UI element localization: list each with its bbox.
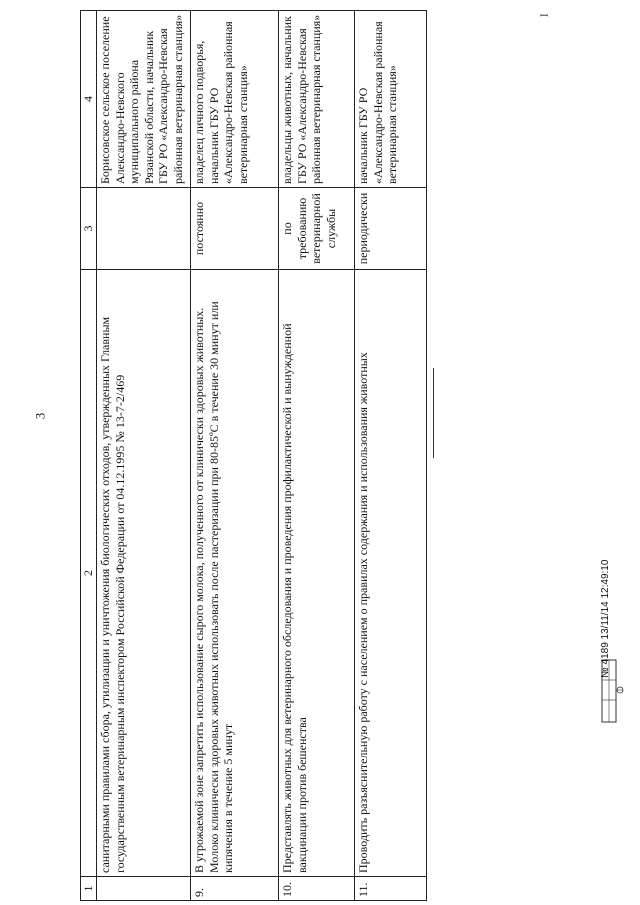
table-row — [191, 11, 279, 901]
row-term — [97, 188, 191, 270]
page-number: 3 — [32, 412, 48, 420]
scan-mark-icon: ꟷ — [540, 11, 549, 22]
row-measure: санитарными правилами сбора, утилизации и уничтожения биологических отходов, утвержденных Главным государственным ветеринарным инспектором Российской Федерации от 04.12.1995 № 13-7-2/469 — [97, 270, 191, 877]
row-number: 9. — [191, 877, 279, 901]
rotated-table-region — [80, 14, 425, 901]
header-col-4: 4 — [81, 11, 97, 188]
table-row — [279, 11, 355, 901]
row-measure: Представлять животных для ветеринарного обследования и проведения профилактической и вынужденной вакцинации против бешенства — [279, 270, 355, 877]
signature-line — [433, 368, 434, 458]
header-col-1: 1 — [81, 877, 97, 901]
row-term: по требованию ветеринарной службы — [279, 188, 355, 270]
header-col-2: 2 — [81, 270, 97, 877]
row-responsible: Борисовское сельское поселение Александро-Невского муниципального района Рязанской области, начальник ГБУ РО «Александро-Невская районная ветеринарная станция» — [97, 11, 191, 188]
row-term: периодически — [355, 188, 427, 270]
measures-table — [80, 10, 427, 901]
table-row — [355, 11, 427, 901]
row-responsible: владельцы животных, начальник ГБУ РО «Александро-Невская районная ветеринарная станция» — [279, 11, 355, 188]
row-term: постоянно — [191, 188, 279, 270]
header-col-3: 3 — [81, 188, 97, 270]
row-number: 10. — [279, 877, 355, 901]
row-number — [97, 877, 191, 901]
row-number: 11. — [355, 877, 427, 901]
row-measure: В угрожаемой зоне запретить использование сырого молока, полученного от клинически здоровых животных. Молоко клинически здоровых животных использовать после пастеризации при 80-85ºС в течение 30 минут или кипячения в течение 5 минут — [191, 270, 279, 877]
table-wrapper — [80, 14, 425, 901]
row-measure: Проводить разъяснительную работу с населением о правилах содержания и использования животных — [355, 270, 427, 877]
table-header-row — [81, 11, 97, 901]
row-responsible: владелец личного подворья, начальник ГБУ РО «Александро-Невская районная ветеринарная станция» — [191, 11, 279, 188]
document-footer: № 4189 13/11/14 12:49:10 — [600, 559, 611, 678]
table-row — [97, 11, 191, 901]
row-responsible: начальник ГБУ РО «Александро-Невская районная ветеринарная станция» — [355, 11, 427, 188]
